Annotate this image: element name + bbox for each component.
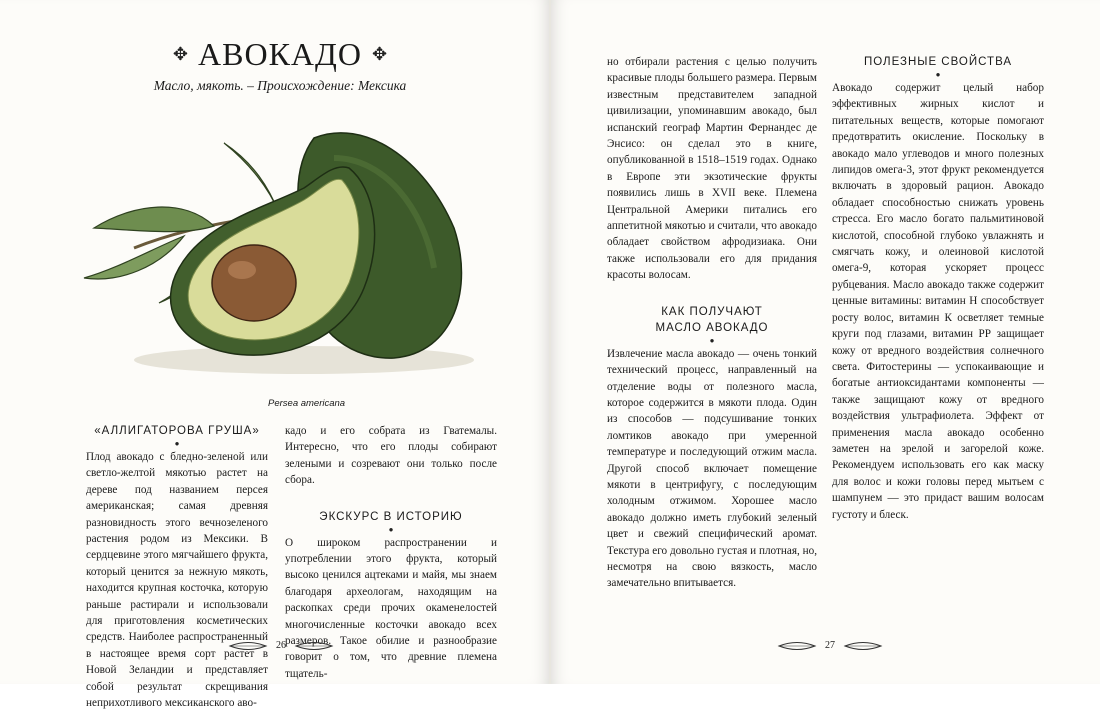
section-body: О широком распространении и употреблении этого фрукта, который высоко ценился ацтеками и майя, мы знаем благодаря археологам, находящим на раскопках среди прочих окаменелостей многочисленные косточки авокадо всех размеров. Такое обилие и разнообразие говорит о том, что древние племена тщатель- [285,536,497,680]
leaf-ornament-icon [294,641,334,651]
avocado-illustration [64,118,484,388]
section-heading-line2: МАСЛО АВОКАДО [655,321,769,334]
section-heading: ЭКСКУРС В ИСТОРИЮ [319,510,463,523]
section-body: Извлечение масла авокадо — очень тонкий технический процесс, направленный на отделение воды от полезного масла, которое содержится в мякоти плода. Один из способов — подсушивание тонких ломтиков авокадо при умеренной температуре и последующий отжим масла. Другой способ включает помещение мякоти в центрифугу, с последующим холодным отжимом. Хорошее масло авокадо должно иметь глубокий зеленый цвет и свежий специфический аромат. Текстура его довольно густая и плотная, но, несмотря на свою вязкость, масло замечательно впитывается. [607,347,817,590]
right-column-1 [607,54,817,592]
avocado-pit [212,245,296,321]
page-number: 27 [825,640,835,651]
leaf-ornament-icon [843,641,883,651]
page-title: АВОКАДО [198,35,362,72]
page-subtitle: Масло, мякоть. – Происхождение: Мексика [153,78,407,93]
section-heading: ПОЛЕЗНЫЕ СВОЙСТВА [863,56,1013,68]
section-body: Авокадо содержит целый набор эффективных жирных кислот и питательных веществ, которые помогают предотвратить окисление. Поскольку в авокадо мало углеводов и много полезных липидов омега-3, этот фрукт рекомендуется включать в здоровый рацион. Авокадо обладает способностью снижать уровень стресса. Его масло богато пальмитиновой кислотой, способной глубоко увлажнять и смягчать кожу, и олеиновой кислотой омега-9, которая ускоряет процесс рубцевания. Масло авокадо также содержит ценные витамины: витамин Н способствует росту волос, витамин К осветляет темные круги под глазами, витамин РР защищает кожу от вредного воздействия солнечного света. Фитостерины — успокаивающие и богатые антиоксидантами компоненты — также защищают кожу от вредного воздействия ультрафиолета. Эффект от применения масла авокадо особенно заметен на зрелой и загорелой коже. Рекомендуем использовать его как маску для волос и кожи головы перед мытьем с шампунем — это придаст вашим волосам густоту и блеск. [832,82,1044,521]
illustration-caption: Persea americana [268,398,346,409]
right-page [551,0,1100,684]
dot-divider-icon: ● [174,439,180,448]
dot-divider-icon: ● [935,70,941,79]
right-column-2 [832,54,1044,523]
page-number: 26 [276,640,286,651]
section-heading: КАК ПОЛУЧАЮТ [661,305,763,318]
dot-divider-icon: ● [709,335,715,345]
leaf-ornament-icon [777,641,817,651]
section-heading: «АЛЛИГАТОРОВА ГРУША» [94,425,260,437]
leaf-shape [94,207,214,232]
pit-highlight [228,261,256,279]
continued-text: кадо и его собрата из Гватемалы. Интересно, что его плоды собирают зелеными и созревают они только после сбора. [285,425,497,487]
quatrefoil-flourish-icon: ✥ [371,43,388,64]
leaf-ornament-icon [228,641,268,651]
left-column-1 [86,423,268,712]
quatrefoil-flourish-icon: ✥ [172,43,189,64]
page-footer [228,640,334,651]
continued-text: но отбирали растения с целью получить красивые плоды большего размера. Первым известным представителем западной цивилизации, упоминавшим авокадо, был испанский географ Мартин Фернандес де Энсисо: он сделал это в книге, опубликованной в 1518–1519 годах. Однако в Европе эти экзотические фрукты появились лишь в XVII веке. Племена Центральной Америки питались его аппетитной мякотью и считали, что авокадо обладает свойством афродизиака. Они также использовали его для придания красоты волосам. [607,56,818,282]
dot-divider-icon: ● [388,524,394,534]
page-footer [777,640,883,651]
title-row [160,34,400,74]
left-page [0,0,549,710]
leaf-shape [84,236,184,279]
section-body: Плод авокадо с бледно-зеленой или светло-желтой мякотью растет на дереве под названием персея американская; самая древняя разновидность этого вечнозеленого растения родом из Мексики. В сердцевине этого мягчайшего фрукта, который ценится за нежную мякоть, находится крупная косточка, которую раньше растирали и использовали для приготовления косметических средств. Наиболее распространенный в настоящее время сорт растет в Новой Зеландии и представляет собой результат скрещивания неприхотливого мексиканского аво- [86,451,268,710]
